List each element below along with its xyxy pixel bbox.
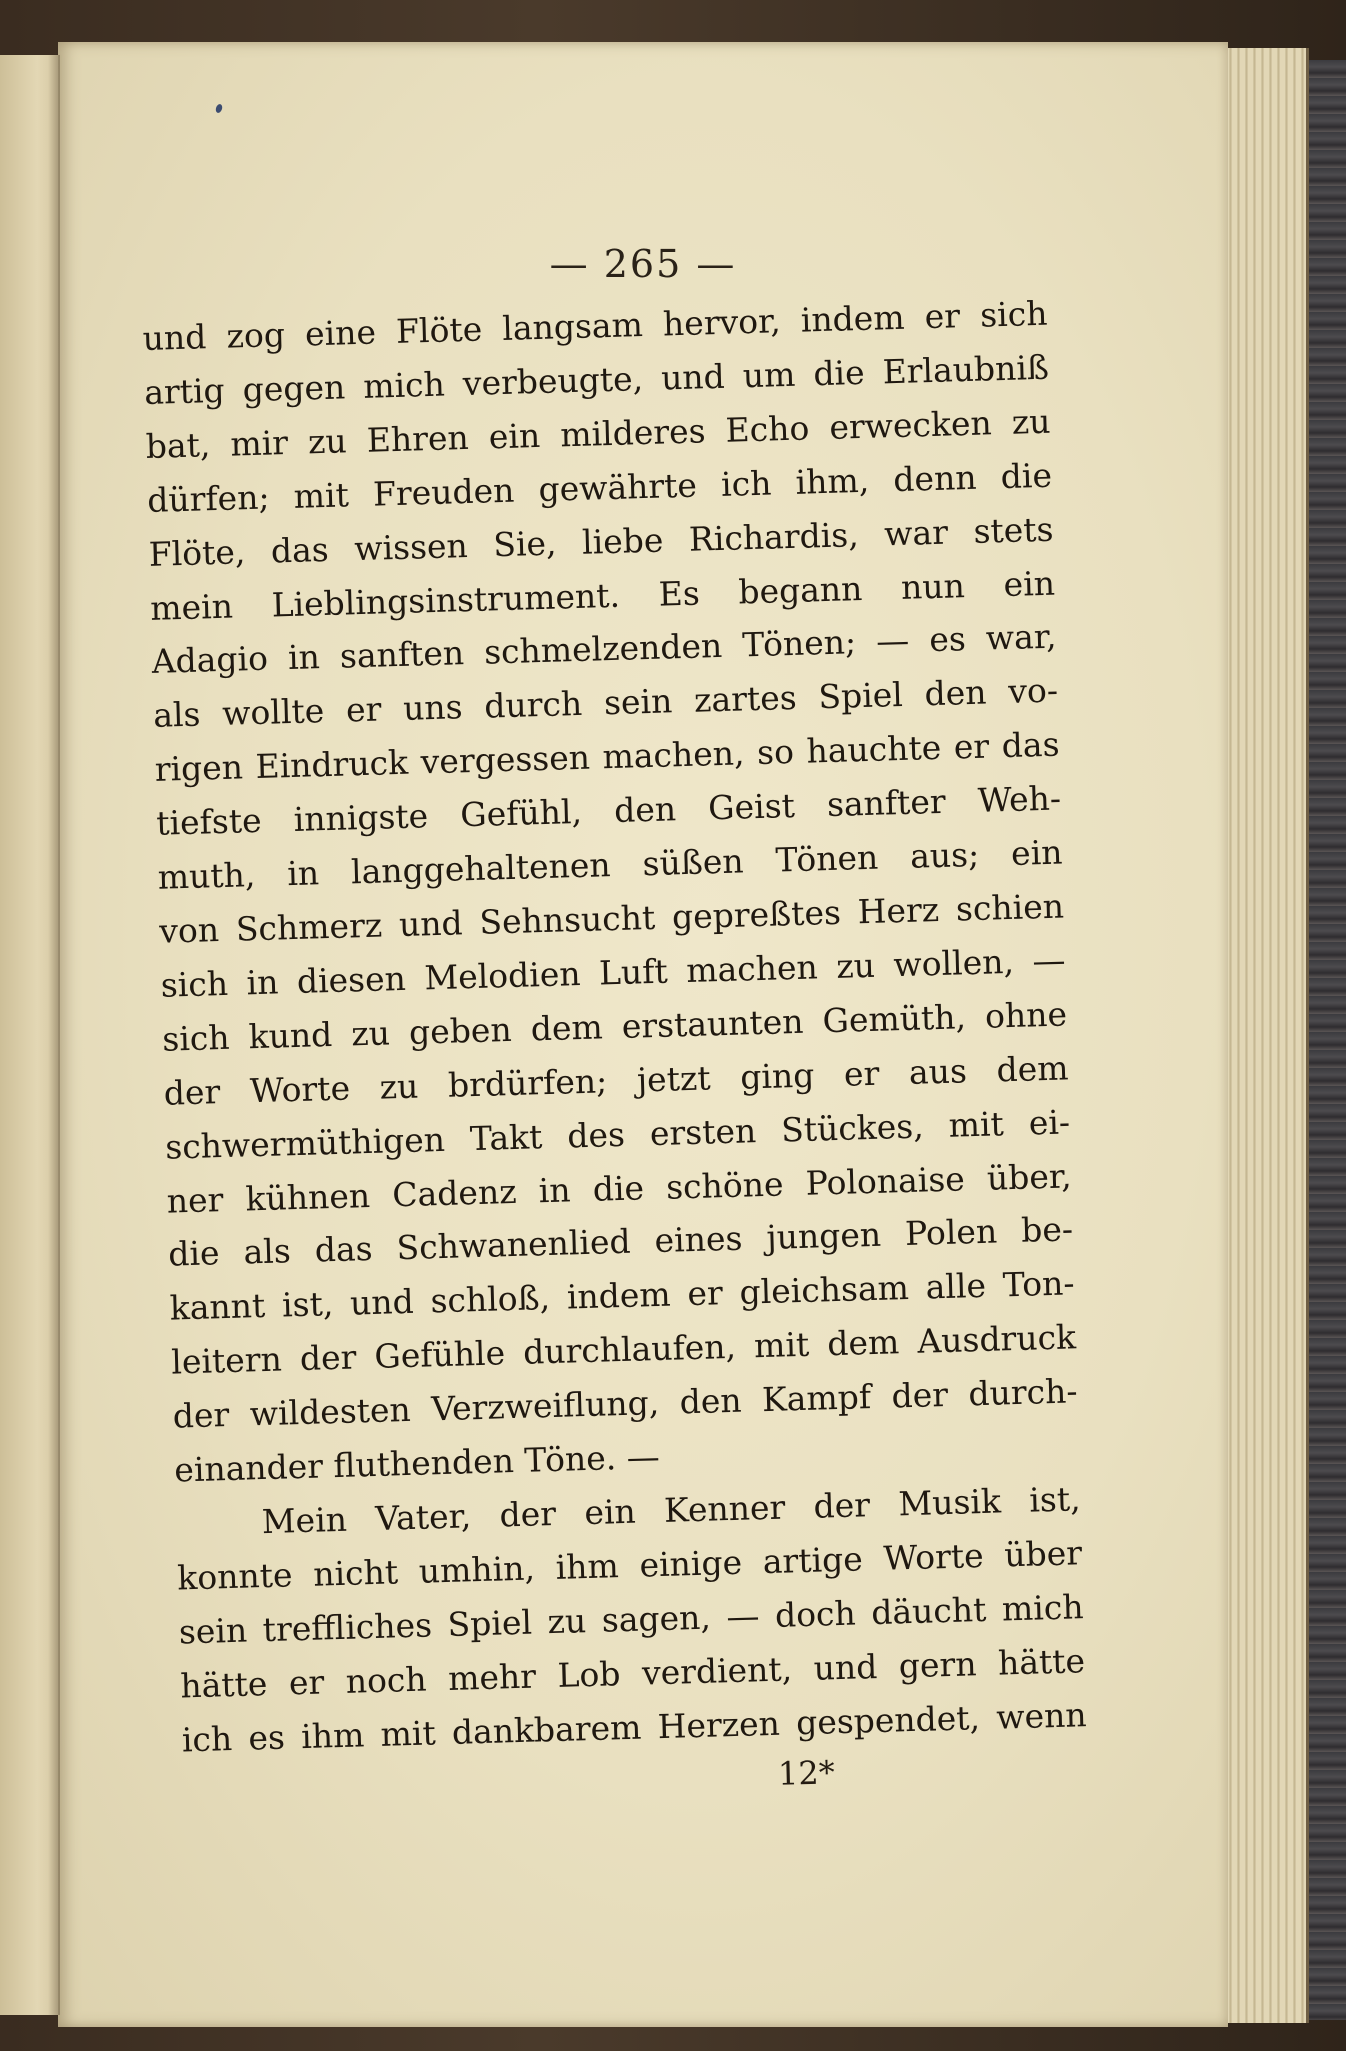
text-line: dürfen; mit Freuden gewährte ich ihm, denn die <box>146 455 1053 520</box>
text-line: ner kühnen Cadenz in die schöne Polonaise über, <box>166 1155 1073 1221</box>
text-line: mein Lieblingsinstrument. Es begann nun ein <box>149 563 1056 628</box>
text-line: muth, in langgehaltenen süßen Tönen aus; ein <box>157 832 1063 897</box>
text-line: artig gegen mich verbeugte, und um die Erlaubniß <box>143 347 1050 412</box>
text-line: schwermüthigen Takt des ersten Stückes, mit ei- <box>164 1102 1071 1167</box>
ink-fleck <box>215 103 224 114</box>
signature-mark: 12* <box>777 1753 836 1793</box>
text-line: der Worte zu brdürfen; jetzt ging er aus dem <box>163 1048 1070 1113</box>
text-line: die als das Schwanenlied eines jungen Polen be- <box>167 1209 1074 1275</box>
text-line: der wildesten Verzweiflung, den Kampf der durch- <box>172 1371 1079 1436</box>
text-line: sein treffliches Spiel zu sagen, — doch däucht mich <box>178 1586 1085 1652</box>
text-line: Flöte, das wissen Sie, liebe Richardis, war stets <box>148 509 1054 574</box>
text-line: und zog eine Flöte langsam hervor, indem er sich <box>142 293 1048 358</box>
text-line: rigen Eindruck vergessen machen, so hauchte er das <box>154 724 1060 790</box>
page-number: — 265 — <box>549 242 737 286</box>
text-line: konnte nicht umhin, ihm einige artige Worte über <box>176 1533 1083 1598</box>
page-stack-edges <box>1222 48 1309 2023</box>
text-line: hätte er noch mehr Lob verdient, und gern hätte <box>179 1640 1086 1706</box>
text-line: kannt ist, und schloß, indem er gleichsam alle Ton- <box>169 1263 1076 1328</box>
text-line: einander fluthenden Töne. — <box>173 1437 661 1490</box>
text-line-paragraph-start: Mein Vater, der ein Kenner der Musik ist, <box>261 1479 1082 1542</box>
text-line: als wollte er uns durch sein zartes Spiel den vo- <box>152 670 1059 736</box>
text-line: bat, mir zu Ehren ein milderes Echo erwecken zu <box>145 401 1051 466</box>
text-line: von Schmerz und Sehnsucht gepreßtes Herz schien <box>158 886 1065 951</box>
body-text <box>142 287 1087 1767</box>
text-line: tiefste innigste Gefühl, den Geist sanfter Weh- <box>155 778 1062 843</box>
book-page <box>58 42 1228 2027</box>
text-line: sich kund zu geben dem erstaunten Gemüth, ohne <box>161 994 1068 1059</box>
text-line: leitern der Gefühle durchlaufen, mit dem Ausdruck <box>170 1317 1077 1382</box>
text-line: Adagio in sanften schmelzenden Tönen; — es war, <box>151 617 1057 682</box>
text-line: sich in diesen Melodien Luft machen zu wollen, — <box>160 940 1066 1005</box>
gutter-shadow <box>48 55 60 2015</box>
text-line: ich es ihm mit dankbarem Herzen gespendet, wenn <box>181 1694 1088 1759</box>
